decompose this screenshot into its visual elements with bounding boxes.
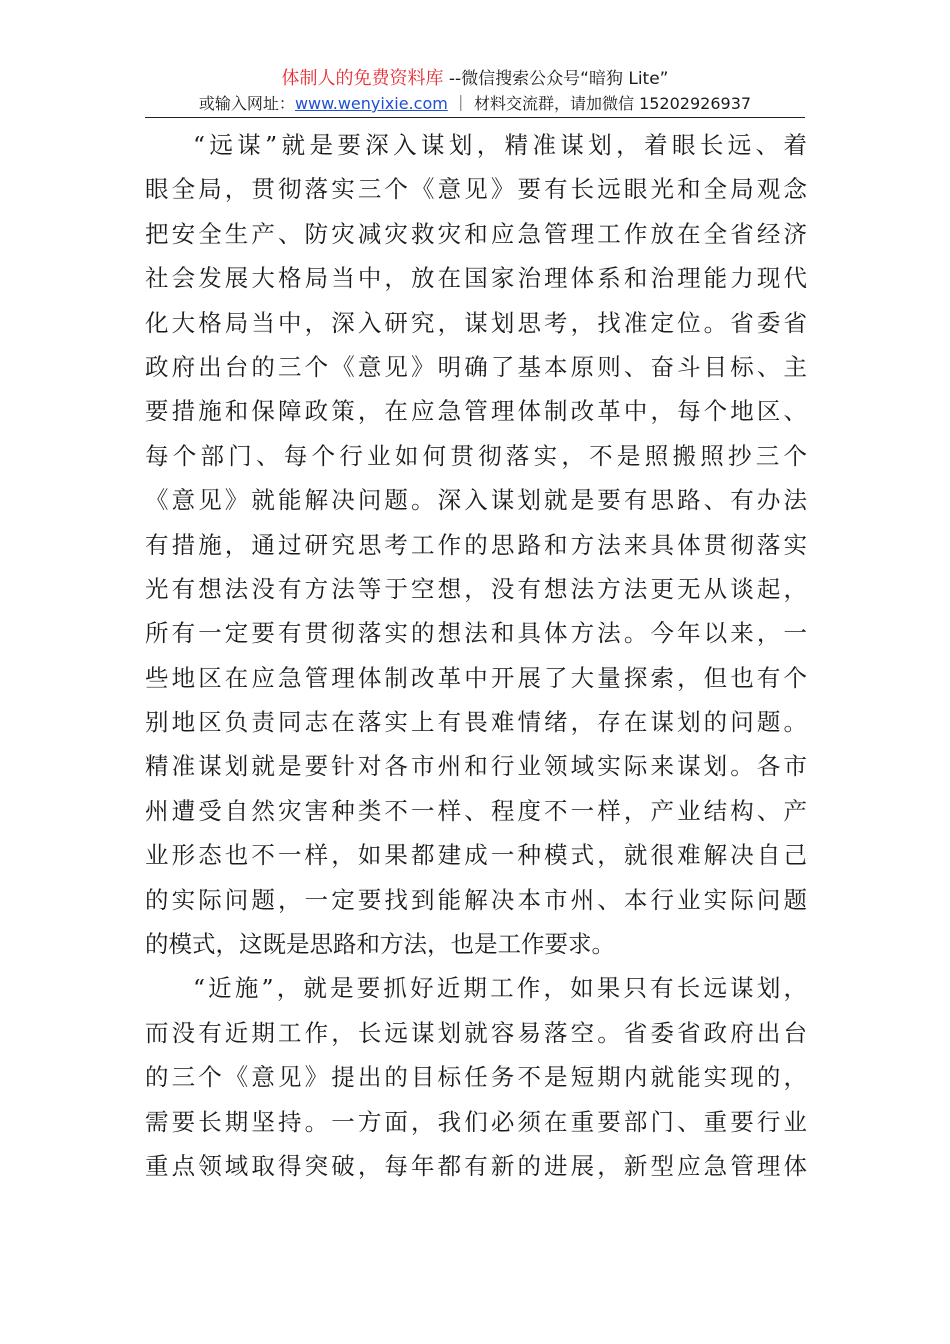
brand-name: 体制人的免费资料库 bbox=[281, 68, 444, 89]
body-line: 政府出台的三个《意见》明确了基本原则、奋斗目标、主 bbox=[145, 352, 807, 381]
body-line: 重点领域取得突破，每年都有新的进展，新型应急管理体 bbox=[145, 1151, 807, 1180]
header-contact-line bbox=[0, 92, 950, 116]
body-line: 别地区负责同志在落实上有畏难情绪，存在谋划的问题。 bbox=[145, 708, 807, 737]
body-line: “远谋”就是要深入谋划，精准谋划，着眼长远、着 bbox=[193, 131, 807, 159]
body-line: 把安全生产、防灾减灾救灾和应急管理工作放在全省经济 bbox=[145, 219, 807, 248]
body-line: 光有想法没有方法等于空想，没有想法方法更无从谈起， bbox=[145, 574, 807, 603]
header-tagline: --微信搜索公众号“暗狗 Lite” bbox=[443, 69, 669, 89]
body-line: 业形态也不一样，如果都建成一种模式，就很难解决自己 bbox=[145, 841, 807, 870]
body-line: 而没有近期工作，长远谋划就容易落空。省委省政府出台 bbox=[145, 1018, 807, 1047]
body-line: 的模式，这既是思路和方法，也是工作要求。 bbox=[145, 930, 615, 959]
contact-info: ｜ 材料交流群，请加微信 15202926937 bbox=[447, 94, 752, 113]
body-line: 眼全局，贯彻落实三个《意见》要有长远眼光和全局观念 bbox=[145, 175, 807, 204]
body-line: 的三个《意见》提出的目标任务不是短期内就能实现的， bbox=[145, 1063, 807, 1092]
body-line: 要措施和保障政策，在应急管理体制改革中，每个地区、 bbox=[145, 397, 807, 426]
body-line: 州遭受自然灾害种类不一样、程度不一样，产业结构、产 bbox=[145, 796, 807, 825]
body-line: 需要长期坚持。一方面，我们必须在重要部门、重要行业 bbox=[145, 1107, 807, 1136]
site-link[interactable]: www.wenyixie.com bbox=[294, 94, 448, 113]
header-divider bbox=[145, 117, 805, 118]
body-line: 有措施，通过研究思考工作的思路和方法来具体贯彻落实 bbox=[145, 530, 807, 559]
body-line: 精准谋划就是要针对各市州和行业领域实际来谋划。各市 bbox=[145, 752, 807, 781]
body-line: “近施”，就是要抓好近期工作，如果只有长远谋划， bbox=[193, 974, 807, 1003]
site-prefix: 或输入网址： bbox=[198, 94, 295, 113]
header-banner bbox=[0, 66, 950, 92]
body-line: 些地区在应急管理体制改革中开展了大量探索，但也有个 bbox=[145, 663, 807, 692]
document-body bbox=[145, 123, 807, 1188]
page-header bbox=[0, 66, 950, 116]
body-line: 化大格局当中，深入研究，谋划思考，找准定位。省委省 bbox=[145, 308, 807, 337]
body-line: 社会发展大格局当中，放在国家治理体系和治理能力现代 bbox=[145, 264, 807, 293]
body-line: 的实际问题，一定要找到能解决本市州、本行业实际问题 bbox=[145, 885, 807, 914]
body-line: 所有一定要有贯彻落实的想法和具体方法。今年以来，一 bbox=[145, 619, 807, 648]
body-line: 每个部门、每个行业如何贯彻落实，不是照搬照抄三个 bbox=[145, 441, 807, 470]
body-line: 《意见》就能解决问题。深入谋划就是要有思路、有办法 bbox=[145, 486, 807, 515]
